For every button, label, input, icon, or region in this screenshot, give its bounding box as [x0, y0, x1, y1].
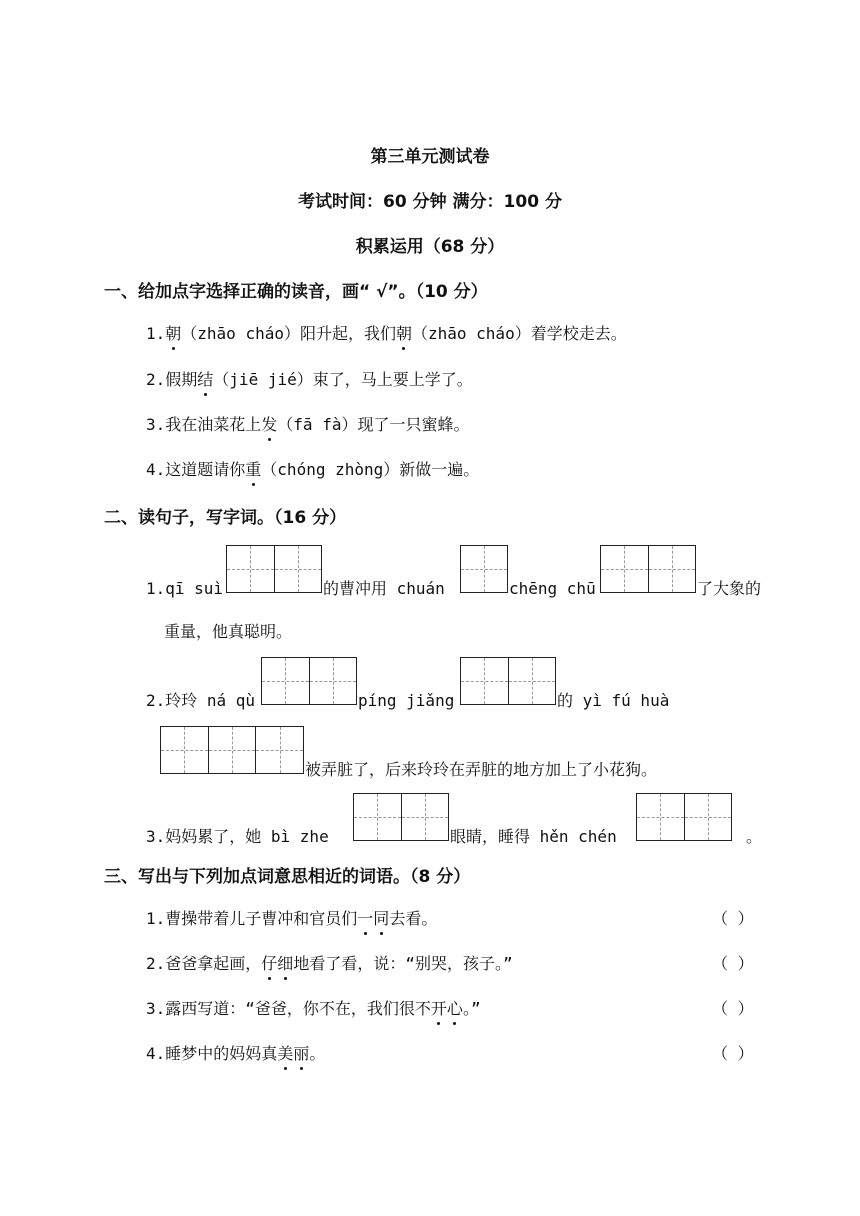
s2-q1-mid: chēng chū — [509, 579, 596, 598]
dotted-char: 发 — [261, 415, 278, 434]
write-grid[interactable] — [261, 657, 357, 705]
s2-q2-line2: 被弄脏了，后来玲玲在弄脏的地方加上了小花狗。 — [305, 760, 658, 779]
dotted-char: 朝 — [165, 324, 182, 343]
s1-item-1: 1.朝（zhāo cháo）阳升起，我们朝（zhāo cháo）着学校走去。 — [146, 324, 627, 343]
answer-paren[interactable]: （ ） — [712, 954, 754, 973]
write-grid[interactable] — [600, 545, 696, 593]
write-grid[interactable] — [160, 726, 304, 774]
s3-item-4: 4.睡梦中的妈妈真美丽。 — [146, 1044, 326, 1063]
dotted-char: 重 — [245, 460, 262, 479]
s2-q3-end: 。 — [746, 827, 763, 846]
section2-heading: 二、读句子，写字词。（16 分） — [104, 508, 347, 528]
exam-info: 考试时间：60 分钟 满分：100 分 — [298, 192, 562, 212]
write-grid[interactable] — [353, 793, 449, 841]
part-title: 积累运用（68 分） — [355, 237, 505, 257]
s2-q1-after: 的曹冲用 chuán — [323, 579, 445, 598]
answer-paren[interactable]: （ ） — [712, 909, 754, 928]
dotted-char: 朝 — [395, 324, 412, 343]
write-grid[interactable] — [226, 545, 322, 593]
write-grid[interactable] — [460, 545, 508, 593]
write-grid[interactable] — [636, 793, 732, 841]
s2-q1-line2: 重量，他真聪明。 — [164, 622, 293, 641]
s3-item-2: 2.爸爸拿起画，仔细地看了看，说：“别哭，孩子。” — [146, 954, 513, 973]
s2-q3-num: 3.妈妈累了，她 bì zhe — [146, 827, 329, 846]
s1-item-2: 2.假期结（jiē jié）束了，马上要上学了。 — [146, 370, 473, 389]
answer-paren[interactable]: （ ） — [712, 1044, 754, 1063]
s2-q1-end: 了大象的 — [697, 579, 762, 598]
s3-item-3: 3.露西写道：“爸爸，你不在，我们很不开心。” — [146, 999, 481, 1018]
s3-item-1: 1.曹操带着儿子曹冲和官员们一同去看。 — [146, 909, 438, 928]
s2-q2-num: 2.玲玲 ná qù — [146, 691, 256, 710]
section1-heading: 一、给加点字选择正确的读音，画“ √”。（10 分） — [104, 282, 488, 302]
s2-q3-mid: 眼睛，睡得 hěn chén — [450, 827, 617, 846]
page-title: 第三单元测试卷 — [370, 147, 490, 167]
dotted-char: 结 — [197, 370, 214, 389]
s2-q2-mid2: 的 yì fú huà — [557, 691, 670, 710]
s1-item-3: 3.我在油菜花上发（fā fà）现了一只蜜蜂。 — [146, 415, 470, 434]
section3-heading: 三、写出与下列加点词意思相近的词语。（8 分） — [104, 867, 471, 887]
answer-paren[interactable]: （ ） — [712, 999, 754, 1018]
s2-q2-mid: píng jiǎng — [358, 691, 455, 710]
s2-q1-num: 1.qī suì — [146, 579, 224, 598]
write-grid[interactable] — [460, 657, 556, 705]
s1-item-4: 4.这道题请你重（chóng zhòng）新做一遍。 — [146, 460, 480, 479]
